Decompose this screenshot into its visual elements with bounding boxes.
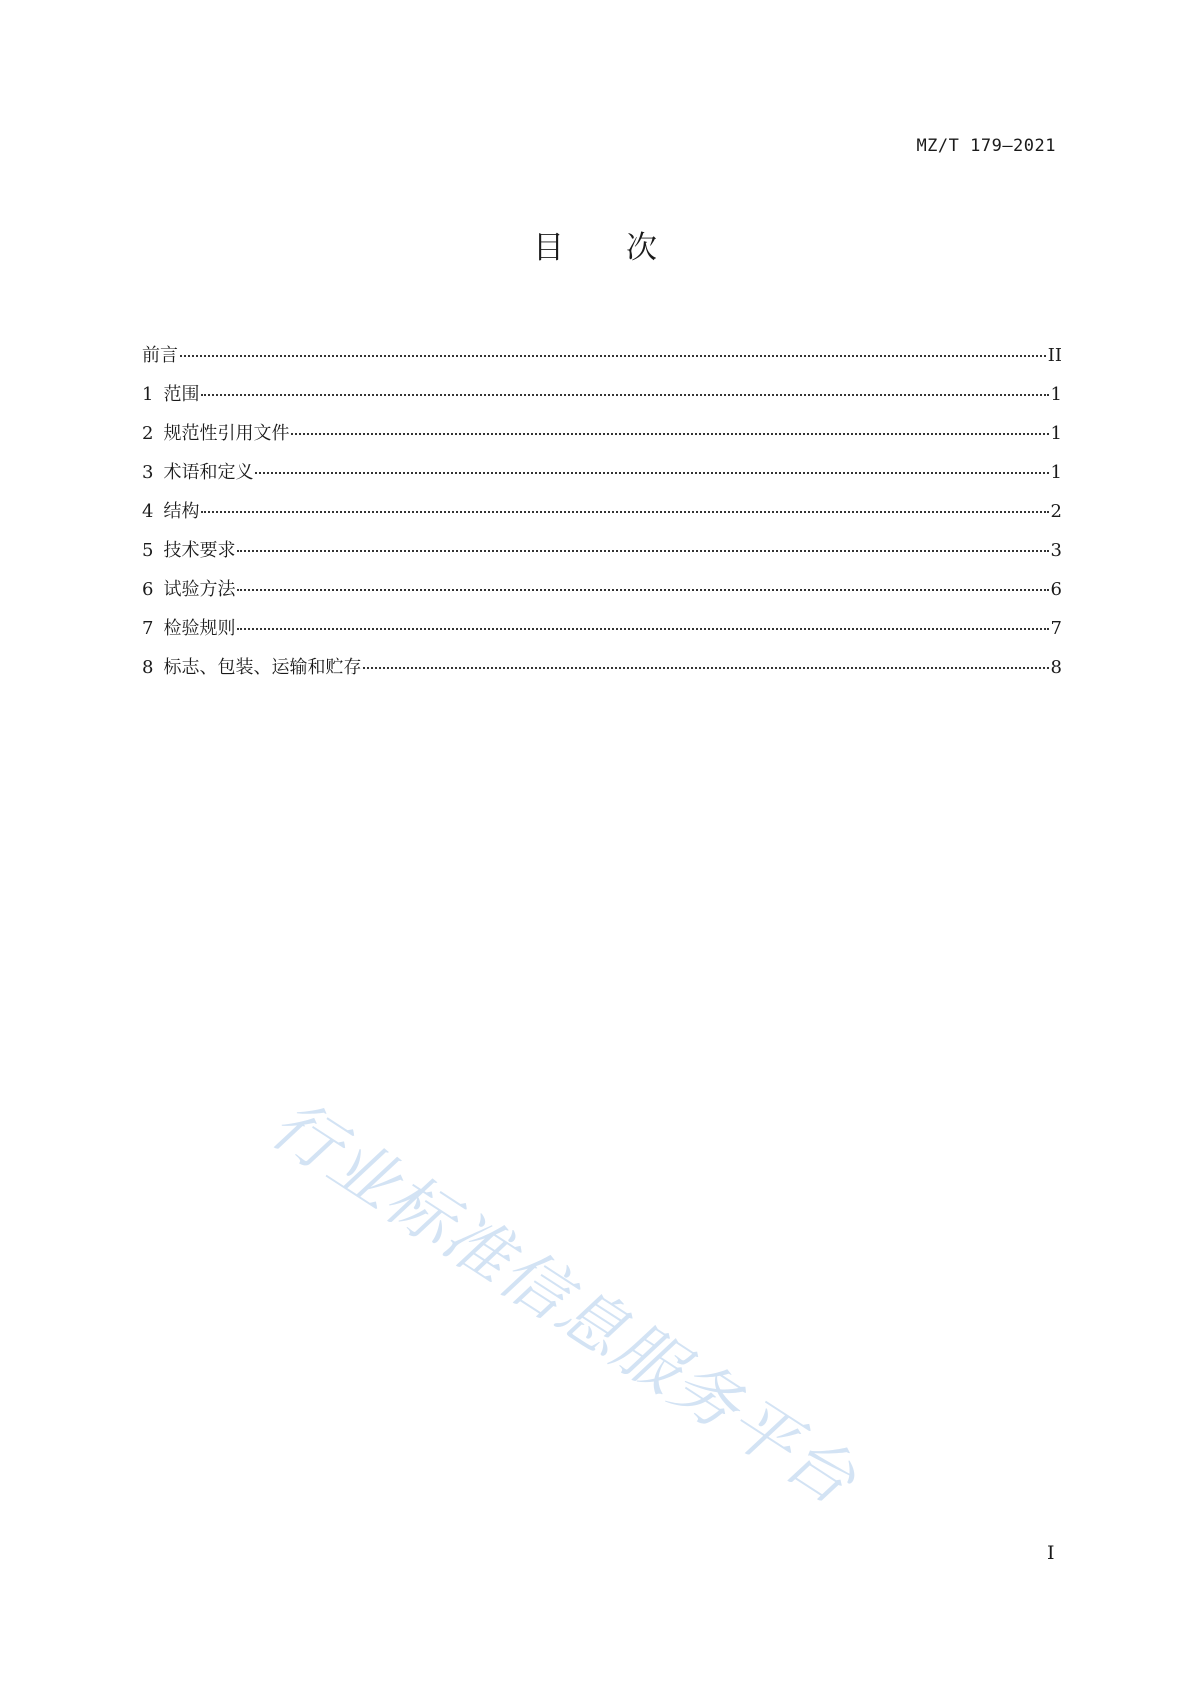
toc-entry-number: 2 bbox=[142, 423, 154, 444]
toc-entry-page: 1 bbox=[1050, 423, 1062, 444]
toc-entry-marking-packaging[interactable] bbox=[142, 656, 1062, 695]
toc-entry-page: II bbox=[1047, 345, 1062, 366]
toc-dot-leader bbox=[201, 511, 1048, 513]
toc-entry-label: 术语和定义 bbox=[163, 462, 254, 483]
toc-entry-label: 规范性引用文件 bbox=[163, 423, 290, 444]
toc-dot-leader bbox=[201, 394, 1048, 396]
toc-entry-number: 4 bbox=[142, 501, 154, 522]
toc-entry-foreword[interactable] bbox=[142, 344, 1062, 383]
toc-entry-label: 标志、包装、运输和贮存 bbox=[163, 657, 362, 678]
toc-entry-structure[interactable] bbox=[142, 500, 1062, 539]
watermark: 行业标准信息服务平台 bbox=[257, 1085, 870, 1521]
toc-entry-label: 检验规则 bbox=[163, 618, 236, 639]
toc-entry-scope[interactable] bbox=[142, 383, 1062, 422]
toc-entry-page: 3 bbox=[1050, 540, 1062, 561]
toc-dot-leader bbox=[255, 472, 1048, 474]
toc-dot-leader bbox=[237, 550, 1048, 552]
page-number: I bbox=[1047, 1542, 1055, 1564]
toc-entry-number: 7 bbox=[142, 618, 154, 639]
toc-entry-number: 5 bbox=[142, 540, 154, 561]
toc-entry-terms-definitions[interactable] bbox=[142, 461, 1062, 500]
toc-entry-number: 8 bbox=[142, 657, 154, 678]
toc-dot-leader bbox=[180, 355, 1046, 357]
toc-entry-label: 结构 bbox=[163, 501, 200, 522]
toc-entry-label: 前言 bbox=[142, 345, 178, 366]
toc-entry-number: 1 bbox=[142, 384, 154, 405]
toc-entry-number: 3 bbox=[142, 462, 154, 483]
toc-dot-leader bbox=[237, 628, 1048, 630]
table-of-contents bbox=[142, 344, 1062, 695]
page-title: 目次 bbox=[533, 230, 719, 266]
toc-dot-leader bbox=[363, 667, 1048, 669]
toc-entry-page: 7 bbox=[1050, 618, 1062, 639]
toc-entry-inspection-rules[interactable] bbox=[142, 617, 1062, 656]
toc-entry-page: 2 bbox=[1050, 501, 1062, 522]
toc-entry-page: 8 bbox=[1050, 657, 1062, 678]
toc-entry-label: 试验方法 bbox=[163, 579, 236, 600]
toc-entry-label: 范围 bbox=[163, 384, 200, 405]
toc-entry-test-methods[interactable] bbox=[142, 578, 1062, 617]
toc-dot-leader bbox=[291, 433, 1048, 435]
toc-dot-leader bbox=[237, 589, 1048, 591]
toc-entry-page: 1 bbox=[1050, 384, 1062, 405]
toc-entry-page: 6 bbox=[1050, 579, 1062, 600]
toc-entry-technical-requirements[interactable] bbox=[142, 539, 1062, 578]
toc-entry-label: 技术要求 bbox=[163, 540, 236, 561]
document-code: MZ/T 179—2021 bbox=[916, 136, 1056, 156]
toc-entry-page: 1 bbox=[1050, 462, 1062, 483]
toc-entry-number: 6 bbox=[142, 579, 154, 600]
toc-entry-normative-references[interactable] bbox=[142, 422, 1062, 461]
